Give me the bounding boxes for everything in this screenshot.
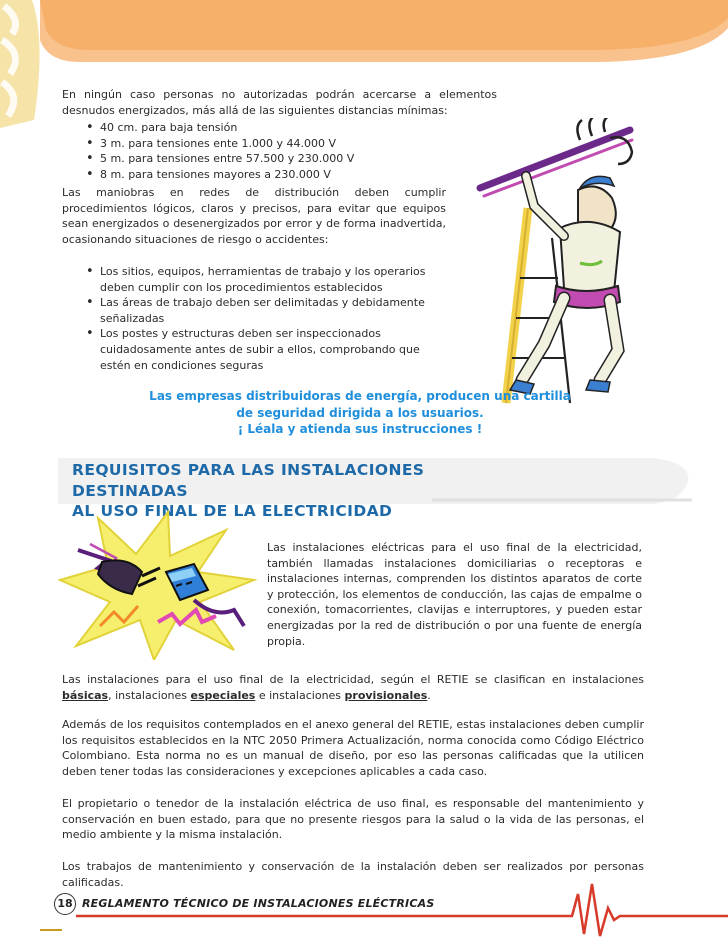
notice-line-1: Las empresas distribuidoras de energía, producen una cartilla (149, 389, 571, 403)
section-lead-paragraph: Las instalaciones eléctricas para el uso final de la electricidad, también llamadas instalaciones domiciliarias o receptoras e instalaciones internas, comprenden los distintos aparatos de corte y protección, los elementos de conducción, las cajas de empalme o conexión, tomacorrientes, clavijas e interruptores, y pueden estar energizadas por la red de distribución o por una fuente de energía propia. (267, 541, 642, 648)
maintenance-paragraph: Los trabajos de mantenimiento y conservación de la instalación deben ser realizados por personas calificadas. (62, 860, 644, 889)
classification-paragraph: Las instalaciones para el uso final de la electricidad, según el RETIE se clasifican en instalaciones básicas, instalaciones especiales e instalaciones provisionales. (62, 673, 644, 702)
heartbeat-line (0, 880, 728, 940)
distances-list (86, 120, 446, 182)
term-especiales: especiales (190, 688, 256, 702)
maniobras-paragraph: Las maniobras en redes de distribución deben cumplir procedimientos lógicos, claros y precisos, para evitar que equipos sean energizados o desenergizados por error y de forma inadvertida, ocasionando situaciones de riesgo o accidentes: (62, 186, 446, 246)
intro-paragraph: En ningún caso personas no autorizadas podrán acercarse a elementos desnudos energizados, más allá de las siguientes distancias mínimas: (62, 88, 497, 117)
footer-title: REGLAMENTO TÉCNICO DE INSTALACIONES ELÉCTRICAS (82, 897, 435, 910)
requirements-list (86, 264, 432, 373)
list-item: • Las áreas de trabajo deben ser delimitadas y debidamente señalizadas (86, 295, 432, 326)
lineman-illustration (460, 118, 675, 408)
top-header-band (0, 0, 728, 75)
notice-line-3: ¡ Léala y atienda sus instrucciones ! (237, 422, 483, 436)
decorative-stripes (0, 0, 70, 130)
section-title-line-1: REQUISITOS PARA LAS INSTALACIONES DESTINADAS (72, 461, 425, 500)
section-title-line-2: AL USO FINAL DE LA ELECTRICIDAD (72, 502, 393, 520)
term-provisionales: provisionales (344, 688, 428, 702)
list-item: • Los postes y estructuras deben ser inspeccionados cuidadosamente antes de subir a ellos, comprobando que estén en condiciones seguras (86, 326, 432, 373)
plug-socket-illustration (58, 510, 258, 660)
list-item: • Los sitios, equipos, herramientas de trabajo y los operarios deben cumplir con los procedimientos establecidos (86, 264, 432, 295)
list-item: • 8 m. para tensiones mayores a 230.000 V (86, 167, 446, 183)
notice-line-2: de seguridad dirigida a los usuarios. (236, 405, 484, 420)
page-number: 18 (54, 893, 76, 915)
list-item: • 40 cm. para baja tensión (86, 120, 446, 136)
ntc-requirements-paragraph: Además de los requisitos contemplados en el anexo general del RETIE, estas instalaciones deben cumplir los requisitos establecidos en la NTC 2050 Primera Actualización, norma conocida como Código Eléctrico Colombiano. Esta norma no es un manual de diseño, por eso las personas calificadas que la utilicen deben tener todas las consideraciones y excepciones aplicables a cada caso. (62, 718, 644, 778)
owner-paragraph: El propietario o tenedor de la instalación eléctrica de uso final, es responsable del mantenimiento y conservación en buen estado, para que no presente riesgos para la salud o la vida de las personas, el medio ambiente y la misma instalación. (62, 797, 644, 842)
list-item: • 5 m. para tensiones entre 57.500 y 230.000 V (86, 151, 446, 167)
list-item: • 3 m. para tensiones ente 1.000 y 44.000 V (86, 136, 446, 152)
term-basicas: básicas (62, 688, 109, 702)
safety-notice (100, 388, 620, 438)
